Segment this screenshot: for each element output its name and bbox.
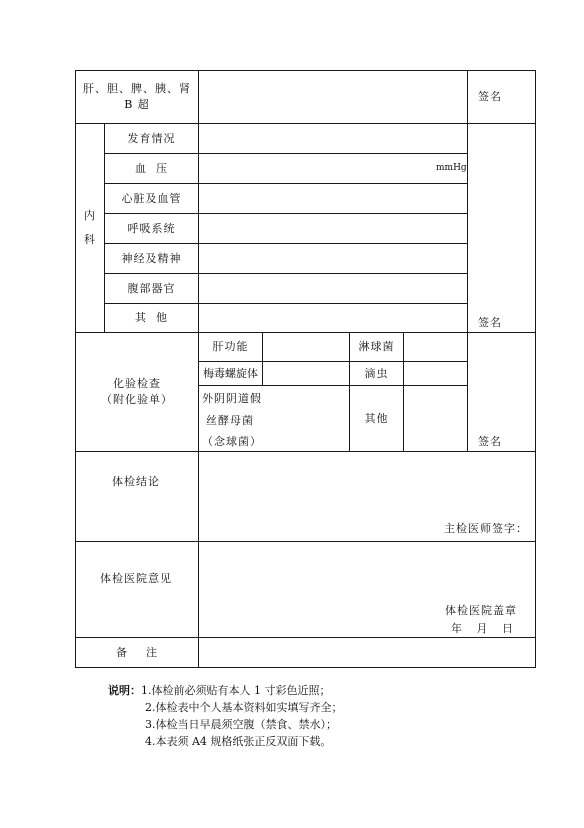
- candida-field[interactable]: [263, 386, 349, 451]
- border-right: [535, 70, 536, 668]
- conclusion-label: 体检结论: [112, 475, 160, 488]
- internal-item-label: 腹部器官: [127, 281, 176, 295]
- lab-test-label: [76, 333, 198, 451]
- lab-other-label: 其他: [364, 411, 389, 425]
- hospital-seal-label: 体检医院盖章: [445, 604, 517, 617]
- liver-sign-label: 签名: [478, 90, 502, 103]
- cardiovascular-field[interactable]: [199, 184, 467, 213]
- neuro-psych-field[interactable]: [199, 244, 467, 273]
- internal-item-label: 发育情况: [127, 131, 176, 145]
- liver-ultrasound-label-line2: B 超: [124, 98, 150, 111]
- candida-label-line2: 丝酵母菌: [206, 414, 254, 427]
- doctor-sign-label: 主检医师签字：: [444, 522, 528, 535]
- internal-item-label: 其 他: [135, 311, 168, 324]
- remarks-label: 备 注: [116, 645, 158, 659]
- remarks-field[interactable]: [199, 638, 535, 667]
- lab-test-label-line1: 化验检查: [113, 377, 161, 390]
- liver-ultrasound-label-line1: 肝、胆、脾、胰、肾: [83, 82, 191, 95]
- candida-label-line1: 外阴阴道假: [202, 392, 262, 405]
- notes-title: 说明：: [108, 684, 141, 697]
- blood-pressure-unit: mmHg: [436, 163, 467, 173]
- liver-ultrasound-label: [76, 71, 198, 123]
- respiratory-field[interactable]: [199, 214, 467, 243]
- lab-other-field[interactable]: [404, 386, 467, 451]
- note-item: 3.体检当日早晨须空腹（禁食、禁水）；: [145, 718, 337, 731]
- note-item: 1.体检前必须贴有本人 1 寸彩色近照；: [141, 684, 331, 697]
- development-field[interactable]: [199, 124, 467, 153]
- abdominal-field[interactable]: [199, 274, 467, 303]
- lab-sign-label: 签名: [478, 435, 502, 448]
- liver-ultrasound-result-field[interactable]: [199, 71, 467, 123]
- blood-pressure-field[interactable]: [199, 154, 467, 183]
- internal-item-label: 心脏及血管: [121, 191, 182, 205]
- note-item: 2.体检表中个人基本资料如实填写齐全；: [145, 701, 343, 714]
- internal-item-label: 血 压: [135, 161, 168, 175]
- trichomonas-label: 滴虫: [364, 366, 389, 380]
- note-item: 4.本表须 A4 规格纸张正反双面下载。: [145, 735, 332, 748]
- trichomonas-field[interactable]: [404, 362, 467, 385]
- internal-item-label: 神经及精神: [121, 251, 182, 265]
- notes-block: [108, 682, 343, 750]
- hospital-date-label: 年 月 日: [451, 622, 514, 635]
- liver-function-field[interactable]: [263, 333, 349, 361]
- internal-medicine-group-label: [76, 124, 104, 332]
- treponema-label: 梅毒螺旋体: [203, 366, 258, 380]
- gonococcus-field[interactable]: [404, 333, 467, 361]
- liver-function-label: 肝功能: [212, 340, 249, 353]
- gonococcus-label: 淋球菌: [358, 340, 395, 353]
- col-sign-left: [467, 70, 468, 452]
- candida-label-line3: （念球菌）: [202, 435, 262, 448]
- liver-sign-field[interactable]: [468, 71, 535, 123]
- internal-sign-label: 签名: [478, 316, 502, 329]
- internal-other-field[interactable]: [199, 304, 467, 332]
- border-bottom: [75, 667, 536, 668]
- treponema-field[interactable]: [263, 362, 349, 385]
- lab-test-label-line2: （附化验单）: [101, 393, 173, 406]
- internal-group-char: 科: [84, 233, 96, 246]
- internal-group-char: 内: [84, 209, 96, 222]
- hospital-opinion-label: 体检医院意见: [100, 572, 172, 585]
- internal-item-label: 呼吸系统: [127, 221, 176, 235]
